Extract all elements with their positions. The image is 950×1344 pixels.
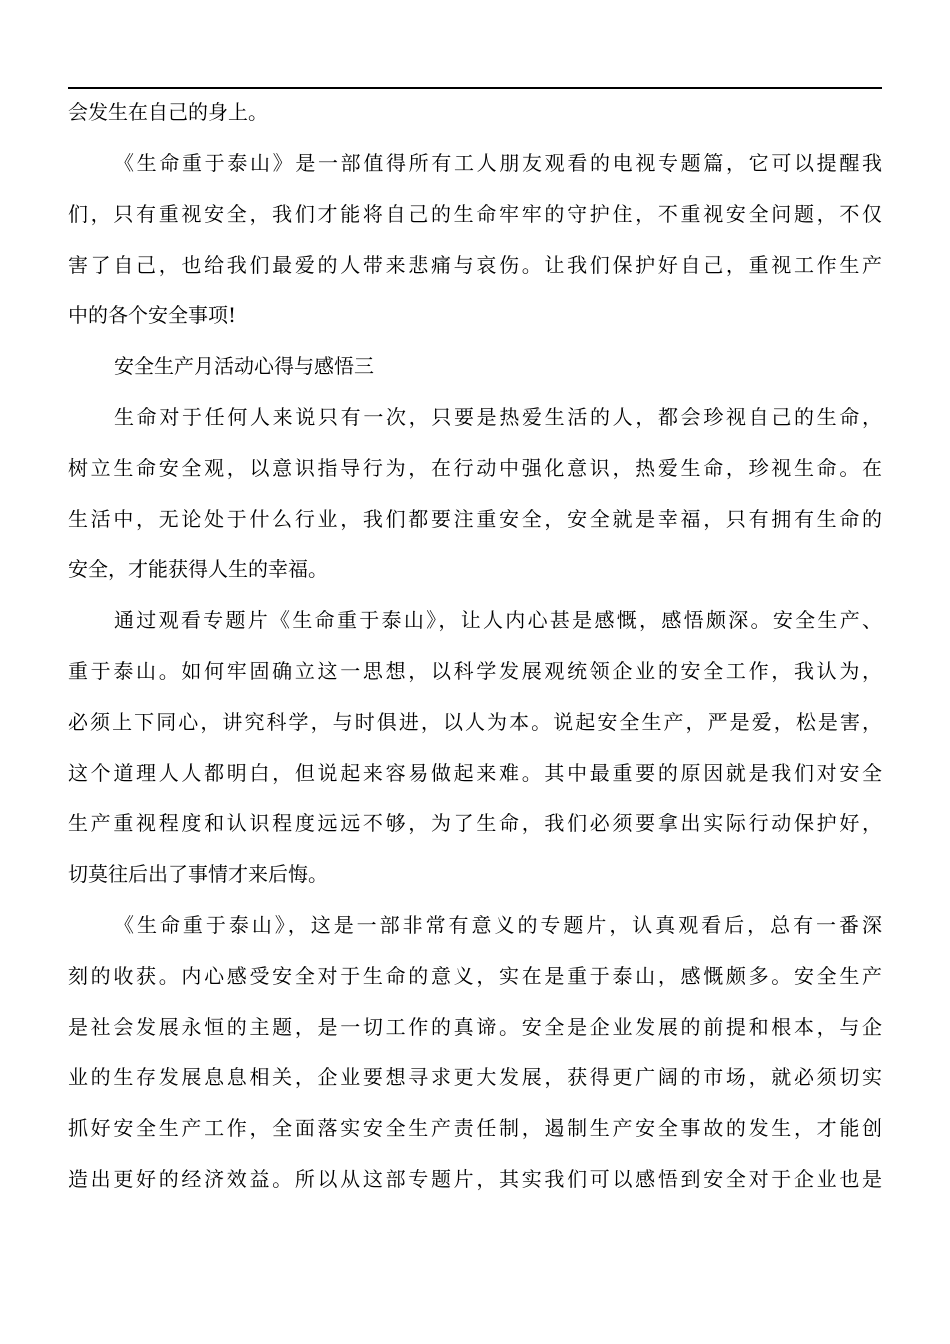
text-line: 切莫往后出了事情才来后悔。 xyxy=(68,862,328,886)
text-line: 树立生命安全观，以意识指导行为，在行动中强化意识，热爱生命，珍视生命。在 xyxy=(68,456,882,480)
text-line: 通过观看专题片《生命重于泰山》，让人内心甚是感慨，感悟颇深。安全生产、 xyxy=(114,608,882,632)
text-line: 生命对于任何人来说只有一次，只要是热爱生活的人，都会珍视自己的生命， xyxy=(114,405,882,429)
text-line: 必须上下同心，讲究科学，与时俱进，以人为本。说起安全生产，严是爱，松是害， xyxy=(68,710,882,734)
text-line: 抓好安全生产工作，全面落实安全生产责任制，遏制生产安全事故的发生，才能创 xyxy=(68,1116,882,1140)
text-line: 这个道理人人都明白，但说起来容易做起来难。其中最重要的原因就是我们对安全 xyxy=(68,761,882,785)
text-line: 们，只有重视安全，我们才能将自己的生命牢牢的守护住，不重视安全问题，不仅 xyxy=(68,202,882,226)
text-line: 刻的收获。内心感受安全对于生命的意义，实在是重于泰山，感慨颇多。安全生产 xyxy=(68,964,882,988)
text-line: 业的生存发展息息相关，企业要想寻求更大发展，获得更广阔的市场，就必须切实 xyxy=(68,1065,882,1089)
text-line: 《生命重于泰山》，这是一部非常有意义的专题片，认真观看后，总有一番深 xyxy=(114,913,882,937)
text-line: 中的各个安全事项! xyxy=(68,303,237,327)
text-line: 是社会发展永恒的主题，是一切工作的真谛。安全是企业发展的前提和根本，与企 xyxy=(68,1015,882,1039)
header-rule xyxy=(68,87,882,89)
text-line: 安全，才能获得人生的幸福。 xyxy=(68,557,328,581)
text-line: 生产重视程度和认识程度远远不够，为了生命，我们必须要拿出实际行动保护好， xyxy=(68,811,882,835)
text-line: 生活中，无论处于什么行业，我们都要注重安全，安全就是幸福，只有拥有生命的 xyxy=(68,507,882,531)
text-line: 造出更好的经济效益。所以从这部专题片，其实我们可以感悟到安全对于企业也是 xyxy=(68,1167,882,1191)
section-heading: 安全生产月活动心得与感悟三 xyxy=(114,354,374,378)
text-line: 会发生在自己的身上。 xyxy=(68,100,268,124)
text-line: 《生命重于泰山》是一部值得所有工人朋友观看的电视专题篇，它可以提醒我 xyxy=(114,151,882,175)
text-line: 害了自己，也给我们最爱的人带来悲痛与哀伤。让我们保护好自己，重视工作生产 xyxy=(68,253,882,277)
text-line: 重于泰山。如何牢固确立这一思想，以科学发展观统领企业的安全工作，我认为， xyxy=(68,659,882,683)
